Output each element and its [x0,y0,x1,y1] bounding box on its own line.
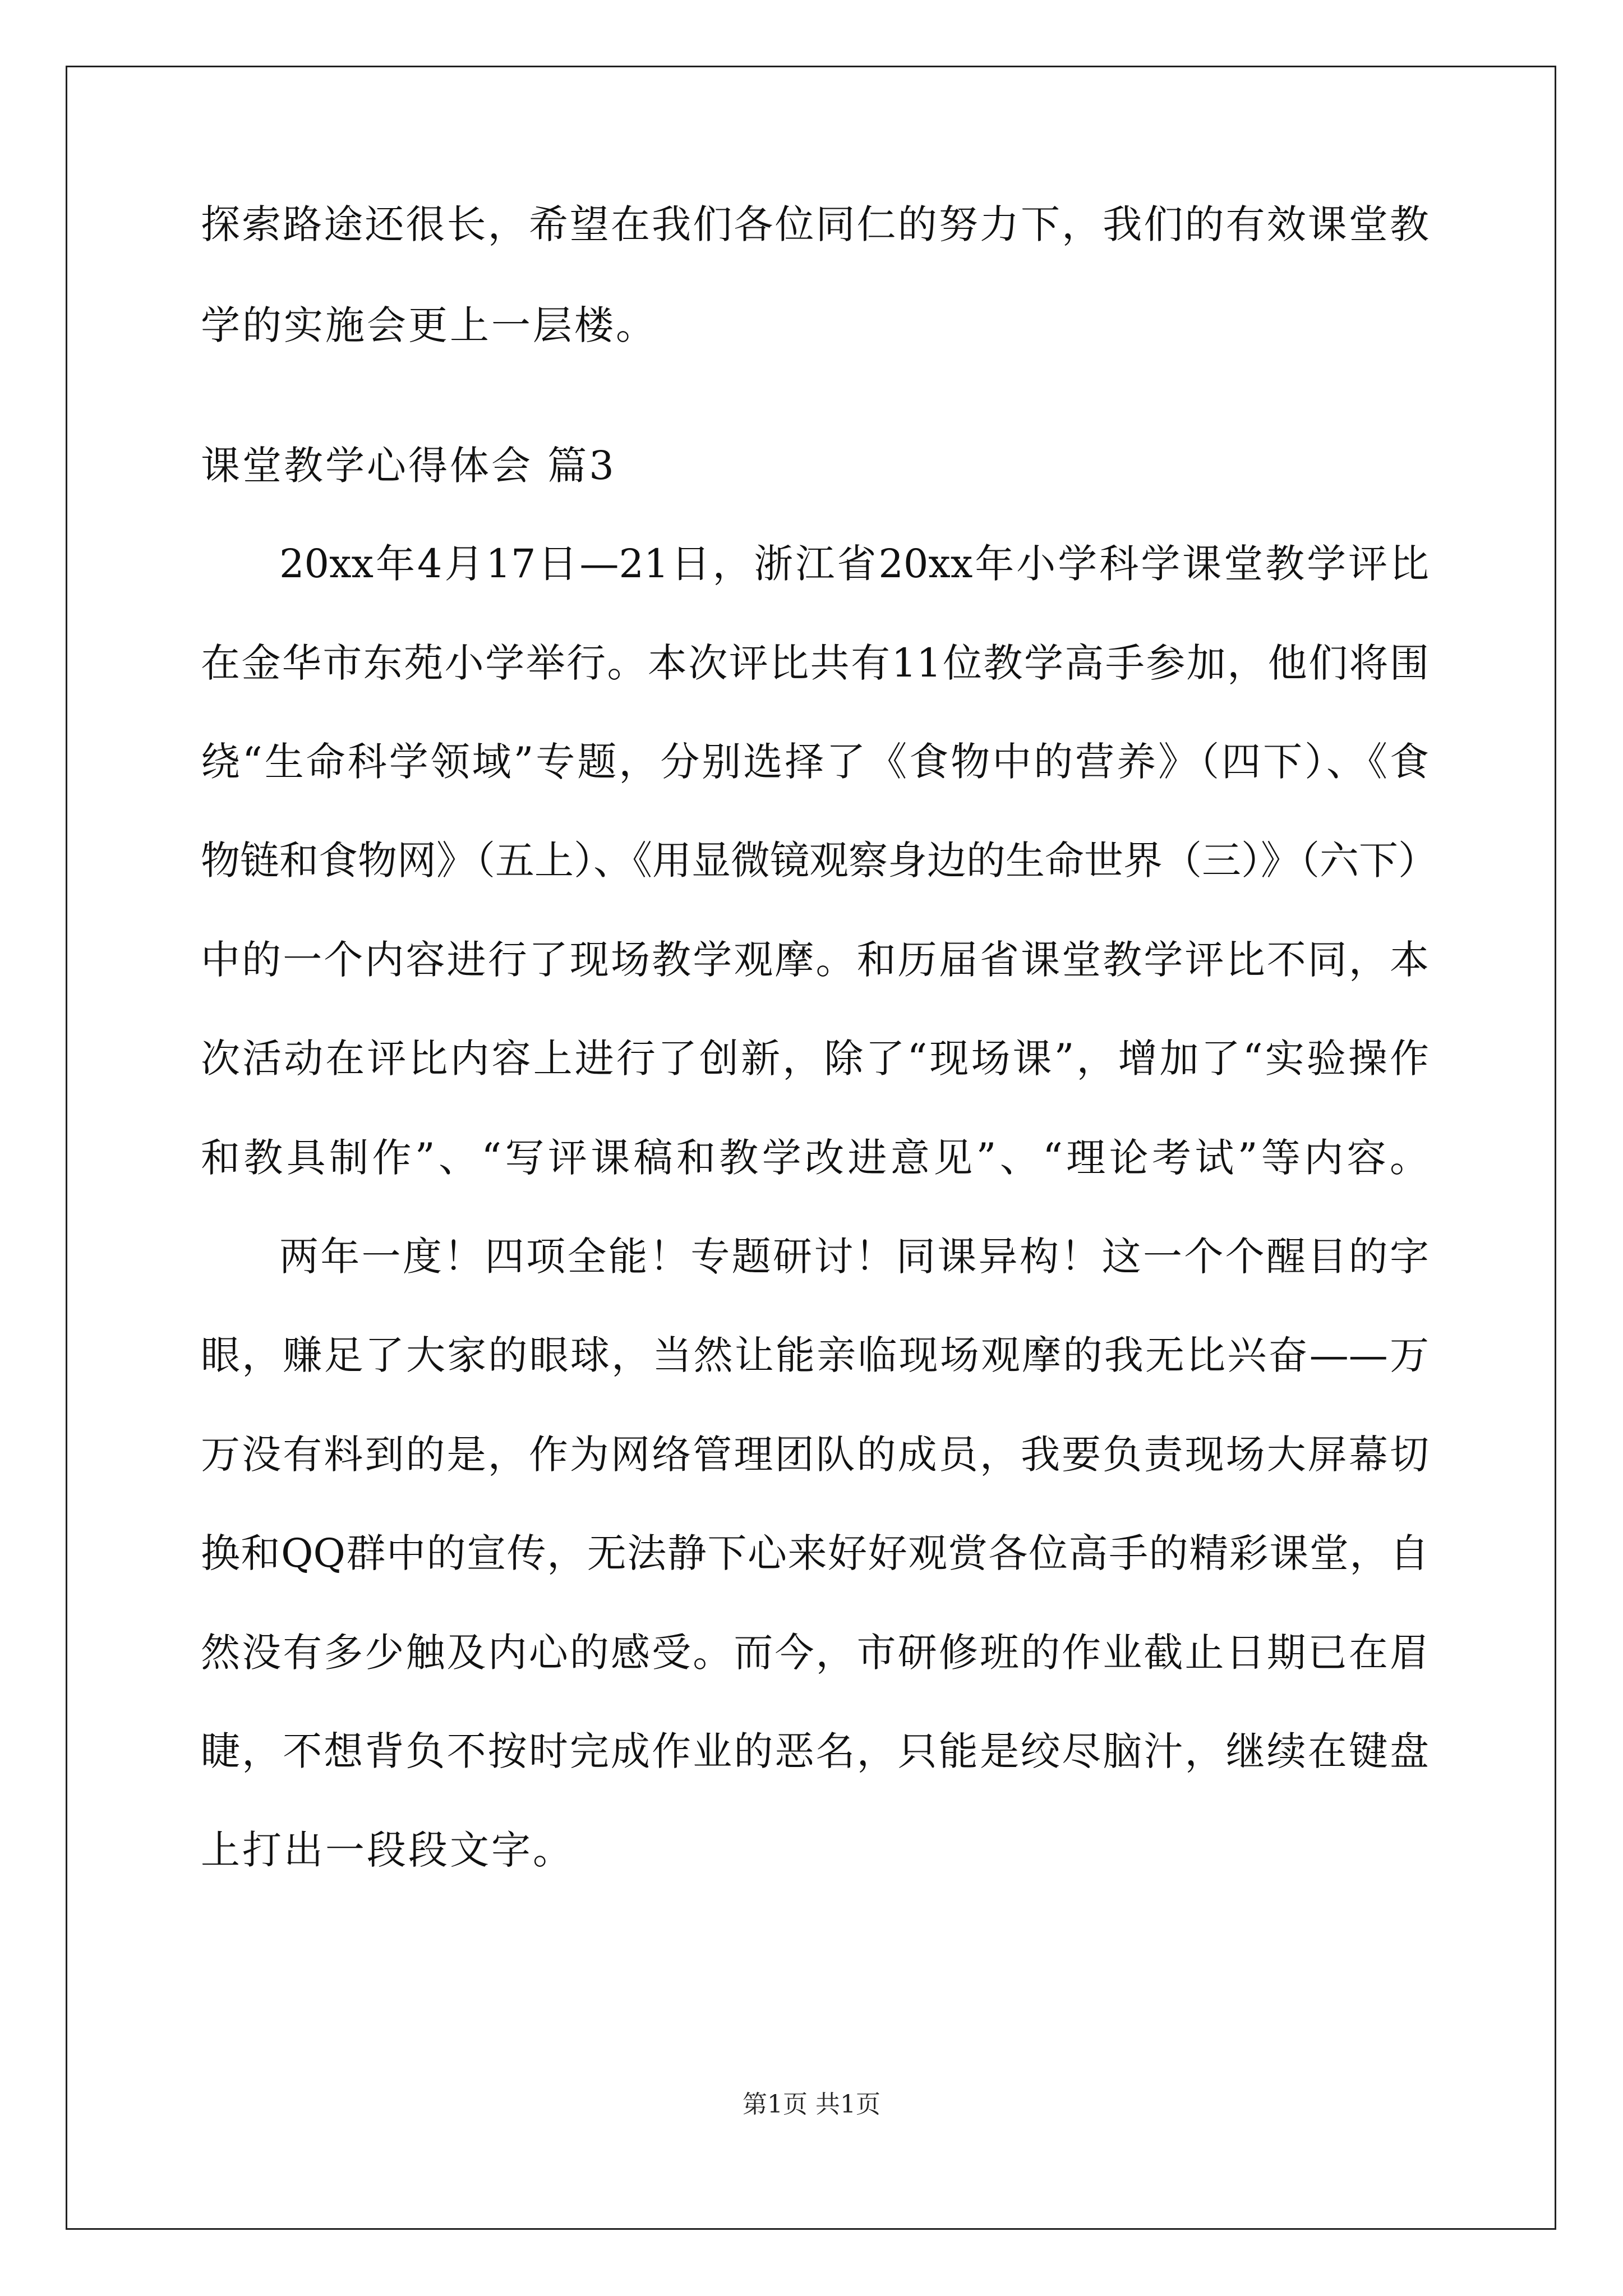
paragraph-line: 上打出一段段文字。 [201,1827,574,1873]
paragraph-line: 20xx年4月17日—21日，浙江省20xx年小学科学课堂教学评比 [279,541,1429,587]
section-heading: 课堂教学心得体会 篇3 [201,443,616,489]
paragraph-line: 换和QQ群中的宣传，无法静下心来好好观赏各位高手的精彩课堂，自 [201,1530,1429,1576]
paragraph-line: 学的实施会更上一层楼。 [201,302,657,348]
page-number-footer: 第1页 共1页 [743,2090,880,2119]
paragraph-line: 万没有料到的是，作为网络管理团队的成员，我要负责现场大屏幕切 [201,1432,1429,1478]
paragraph-line: 中的一个内容进行了现场教学观摩。和历届省课堂教学评比不同，本 [201,937,1429,983]
paragraph-line: 次活动在评比内容上进行了创新，除了“现场课”，增加了“实验操作 [201,1036,1429,1082]
paragraph-line: 两年一度！四项全能！专题研讨！同课异构！这一个个醒目的字 [279,1234,1429,1280]
paragraph-line: 在金华市东苑小学举行。本次评比共有11位教学高手参加，他们将围 [201,640,1429,686]
paragraph-line: 物链和食物网》（五上）、《用显微镜观察身边的生命世界（三）》（六下） [201,838,1437,884]
paragraph-line: 和教具制作”、“写评课稿和教学改进意见”、“理论考试”等内容。 [201,1135,1429,1181]
paragraph-line: 探索路途还很长，希望在我们各位同仁的努力下，我们的有效课堂教 [201,201,1429,247]
paragraph-line: 睫，不想背负不按时完成作业的恶名，只能是绞尽脑汁，继续在键盘 [201,1728,1429,1774]
paragraph-line: 然没有多少触及内心的感受。而今，市研修班的作业截止日期已在眉 [201,1630,1429,1676]
paragraph-line: 绕“生命科学领域”专题，分别选择了《食物中的营养》（四下）、《食 [201,739,1429,785]
paragraph-line: 眼，赚足了大家的眼球，当然让能亲临现场观摩的我无比兴奋——万 [201,1332,1429,1378]
